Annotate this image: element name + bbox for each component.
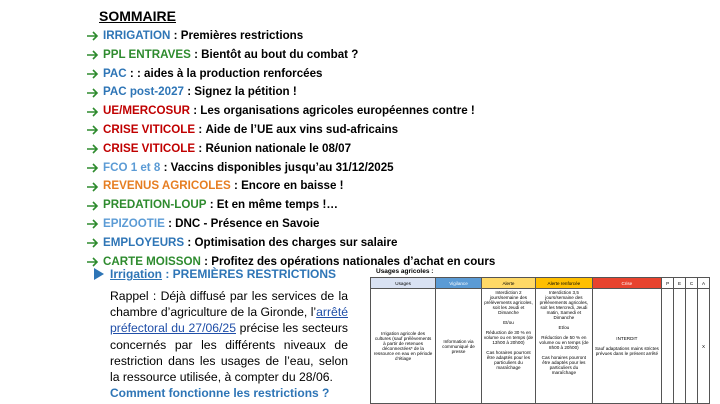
sommaire-item-label: EMPLOYEURS	[103, 235, 185, 249]
sommaire-item[interactable]	[86, 234, 495, 253]
sommaire-item[interactable]	[86, 215, 495, 234]
usages-table-image	[366, 266, 714, 400]
sommaire-item-separator: :	[170, 29, 181, 42]
arrow-right-icon	[86, 30, 100, 42]
sommaire-item-label: UE/MERCOSUR	[103, 104, 190, 118]
sommaire-item-separator: :	[190, 47, 202, 61]
cell-alerte	[481, 289, 535, 404]
usages-table	[370, 277, 710, 404]
sommaire-item-label: FCO 1 et 8	[103, 160, 161, 174]
sommaire-item[interactable]	[86, 159, 495, 178]
header-a: A	[697, 278, 709, 289]
renforcee-line: Cas horaires pourront être adaptés pour les particuliers du maraîchage	[541, 355, 587, 375]
alerte-line: Et/ou	[503, 320, 514, 325]
sommaire-item-text: Encore en baisse !	[241, 179, 344, 193]
sommaire-list	[86, 27, 495, 271]
sommaire-item-text: Réunion nationale le 08/07	[205, 141, 352, 155]
sommaire-item-separator: :	[160, 160, 171, 174]
cell-alerte-renforcee	[536, 289, 593, 404]
sommaire-item-label: CRISE VITICOLE	[103, 141, 196, 155]
sommaire-item-text: Bientôt au bout du combat ?	[201, 47, 359, 61]
arrow-right-icon	[86, 181, 100, 193]
sommaire-item-separator: :	[164, 216, 176, 230]
header-p: P	[662, 278, 674, 289]
sommaire-item[interactable]	[86, 177, 495, 196]
sommaire-item-separator: :	[195, 122, 206, 136]
sommaire-item-separator: :	[126, 66, 137, 80]
sommaire-item[interactable]	[86, 65, 495, 84]
arrete-link[interactable]: arrêté préfectoral du 27/06/25	[110, 305, 348, 336]
section-arrow-icon	[94, 268, 104, 280]
question-heading: Comment fonctionne les restrictions ?	[110, 386, 330, 400]
sommaire-item[interactable]	[86, 27, 495, 46]
sommaire-item-text: : aides à la production renforcées	[136, 66, 323, 80]
sommaire-item[interactable]	[86, 121, 495, 140]
sommaire-item-label: EPIZOOTIE	[103, 216, 165, 230]
sommaire-item[interactable]	[86, 46, 495, 65]
arrow-right-icon	[86, 143, 100, 155]
sommaire-item-separator: :	[183, 85, 195, 99]
sommaire-item-text: Et en même temps !…	[216, 198, 338, 212]
crise-label: INTERDIT	[616, 336, 638, 341]
sommaire-item-label: PPL ENTRAVES	[103, 47, 191, 61]
header-crise: Crise	[592, 278, 662, 289]
header-c: C	[686, 278, 698, 289]
section-heading-first: Irrigation	[110, 267, 163, 281]
sommaire-item-label: CRISE VITICOLE	[103, 122, 196, 136]
body-before: Rappel : Déjà diffusé par les services de la chambre d’agriculture de la Gironde, l’	[110, 289, 348, 320]
sommaire-item-text: Aide de l’UE aux vins sud-africains	[205, 122, 399, 136]
sommaire-item-label: PAC post-2027	[103, 85, 184, 99]
sommaire-item-label: CARTE MOISSON	[103, 254, 201, 268]
sommaire-title: SOMMAIRE	[99, 8, 176, 24]
sommaire-item-separator: :	[206, 198, 217, 212]
header-alerte: Alerte	[481, 278, 535, 289]
arrow-right-icon	[86, 218, 100, 230]
table-caption: Usages agricoles :	[376, 268, 434, 275]
arrow-right-icon	[86, 68, 100, 80]
section-heading	[110, 267, 336, 281]
sommaire-item-text: Optimisation des charges sur salaire	[194, 235, 398, 249]
sommaire-item-text: Vaccins disponibles jusqu’au 31/12/2025	[170, 160, 394, 174]
alerte-line: Cas horaires pourront être adaptés pour les particuliers du maraîchage	[486, 350, 531, 370]
cell-crise	[592, 289, 662, 404]
sommaire-item[interactable]	[86, 140, 495, 159]
sommaire-item-separator: :	[195, 141, 206, 155]
header-e: E	[674, 278, 686, 289]
arrow-right-icon	[86, 124, 100, 136]
section-heading-rest: : PREMIÈRES RESTRICTIONS	[162, 267, 337, 281]
cell-p	[662, 289, 674, 404]
sommaire-item-label: IRRIGATION	[103, 29, 171, 42]
header-vigilance: Vigilance	[436, 278, 482, 289]
sommaire-item-text: Les organisations agricoles européennes contre !	[200, 104, 475, 118]
sommaire-item-label: PAC	[103, 66, 127, 80]
crise-note: Sauf adaptations mains strictes prévues dans le présent arrêté	[594, 346, 659, 356]
header-alerte-renforcee: Alerte renforcée	[536, 278, 593, 289]
arrow-right-icon	[86, 162, 100, 174]
sommaire-item-text: Signez la pétition !	[194, 85, 297, 99]
arrow-right-icon	[86, 237, 100, 249]
cell-e	[674, 289, 686, 404]
sommaire-item-label: REVENUS AGRICOLES	[103, 179, 231, 193]
arrow-right-icon	[86, 256, 100, 268]
sommaire-item-separator: :	[200, 254, 212, 268]
cell-usage: Irrigation agricole des cultures (sauf prélèvements à partir de retenues déconnectées* de la ressource en eau en période d’étiage	[371, 289, 436, 404]
sommaire-item-label: PREDATION-LOUP	[103, 198, 207, 212]
arrow-right-icon	[86, 87, 100, 99]
table-row	[371, 289, 710, 404]
arrow-right-icon	[86, 49, 100, 61]
renforcee-line: Réduction de 50 % en volume ou en temps (de 8h00 à 20h00)	[539, 335, 589, 350]
alerte-line: Interdiction 2 jours/semaine des prélèvements agricoles, soit les Jeudi et Dimanche	[484, 290, 533, 315]
cell-c	[686, 289, 698, 404]
alerte-line: Réduction de 30 % en volume ou en temps (de 13h00 à 20h00)	[483, 330, 534, 345]
renforcee-line: Interdiction 3,5 jours/semaine des prélèvements agricoles, soit les Mercredi, Jeudi matin, Samedi et Dimanche	[539, 290, 589, 320]
sommaire-item-text: Profitez des opérations nationales d’achat en cours	[211, 254, 496, 268]
arrow-right-icon	[86, 106, 100, 118]
header-usages: Usages	[371, 278, 436, 289]
cell-a-mark: X	[697, 289, 709, 404]
renforcee-line: Et/ou	[558, 325, 570, 330]
sommaire-item-separator: :	[230, 179, 242, 193]
sommaire-item[interactable]	[86, 196, 495, 215]
sommaire-item[interactable]	[86, 83, 495, 102]
sommaire-item-text: DNC - Présence en Savoie	[175, 216, 320, 230]
body-after: précise les secteurs concernés par les différents niveaux de restriction dans les usages de l’eau, selon la ressource utilisée, à compter du 28/06.	[110, 321, 348, 385]
sommaire-item-separator: :	[184, 235, 195, 249]
section-body	[110, 288, 348, 385]
sommaire-item[interactable]	[86, 102, 495, 121]
sommaire-item-text: Premières restrictions	[180, 29, 304, 42]
sommaire-item-separator: :	[189, 104, 201, 118]
arrow-right-icon	[86, 200, 100, 212]
cell-vigilance: Information via communiqué de presse	[436, 289, 482, 404]
